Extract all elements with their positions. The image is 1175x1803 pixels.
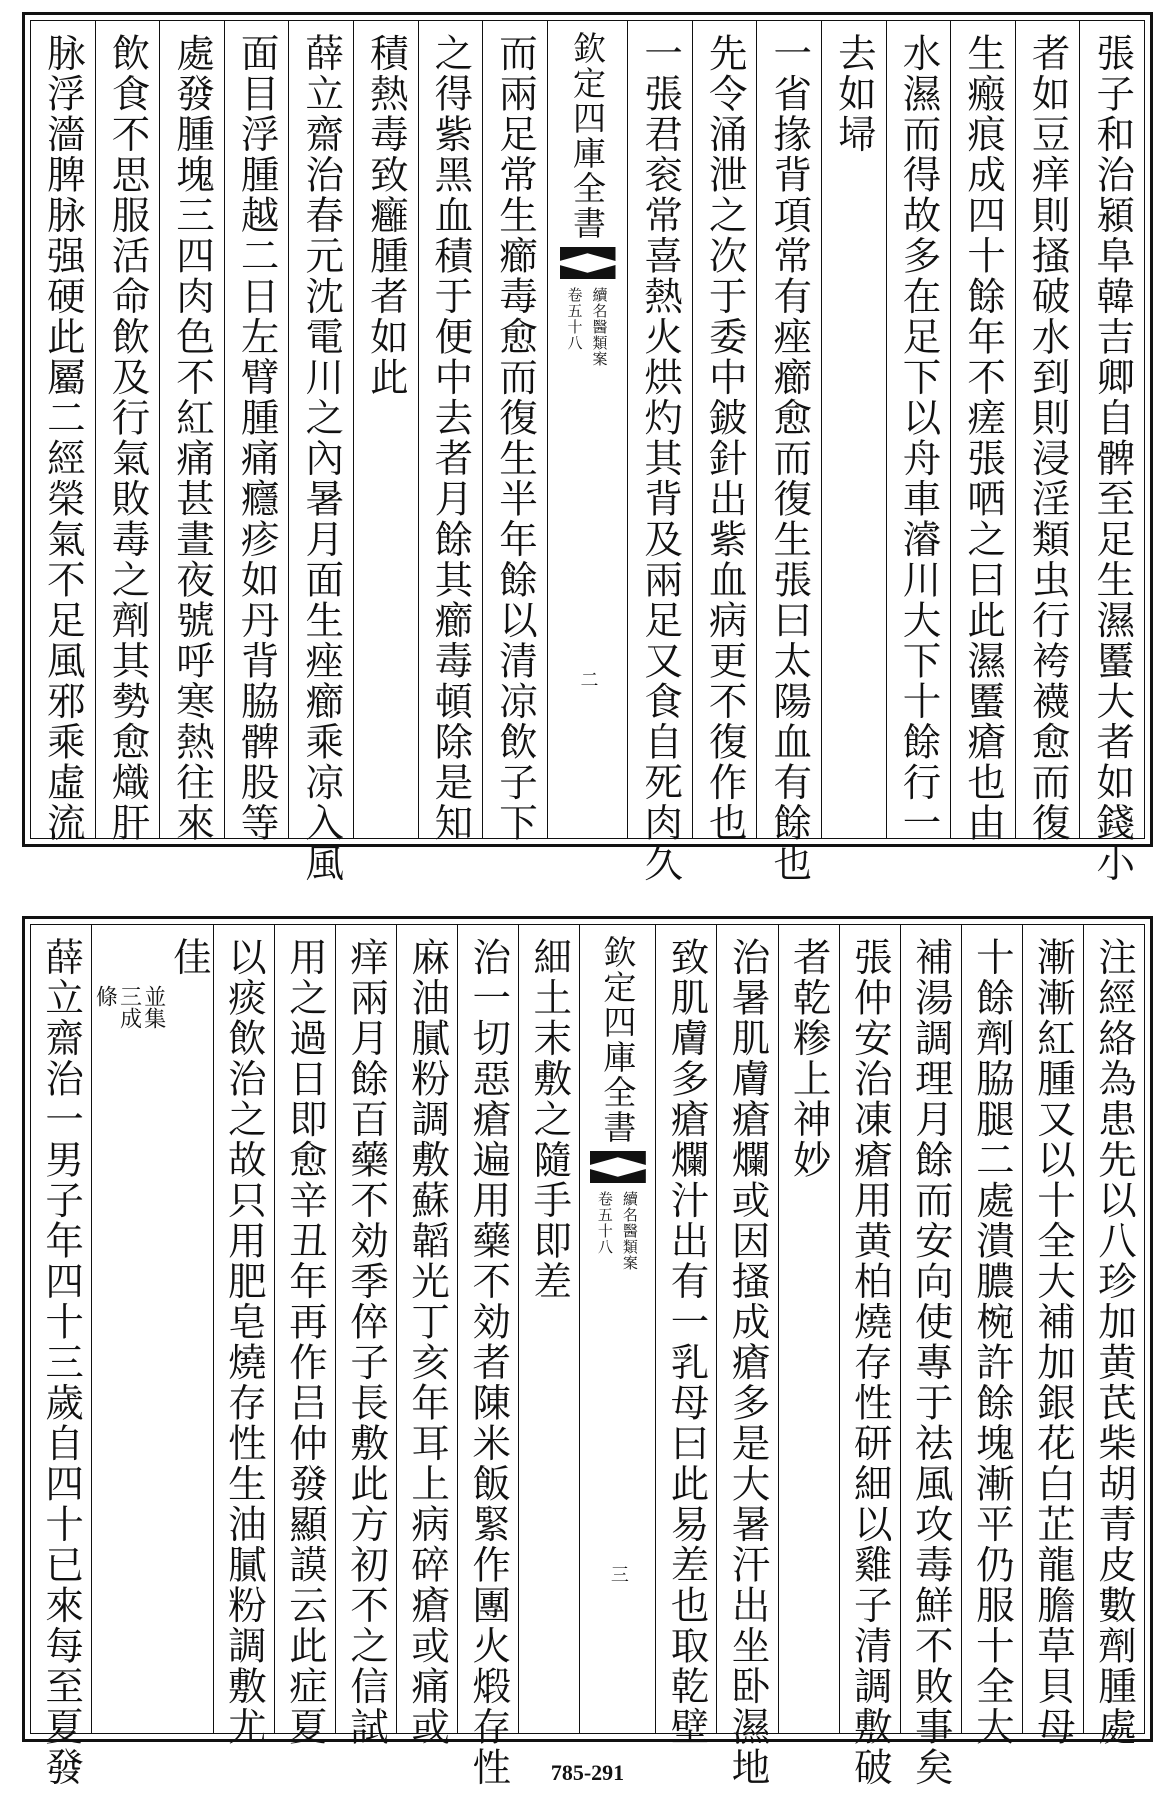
book-title: 欽定四庫全書	[568, 31, 607, 241]
column-text: 薛立齋治春元沈電川之內暑月面生痤癤乘凉入風	[299, 33, 345, 884]
text-column	[274, 925, 335, 1747]
column-text: 補湯調理月餘而安向使專于祛風攻毒鮮不敗事矣	[908, 937, 954, 1788]
page-footer-number: 785-291	[550, 1760, 625, 1785]
column-text: 用之過日即愈辛丑年再作吕仲發顯謨云此症夏	[282, 937, 328, 1747]
text-column	[716, 925, 777, 1788]
page-number: 三	[607, 1565, 629, 1583]
upper-book-page	[22, 12, 1153, 884]
column-text: 處發腫塊三四肉色不紅痛甚晝夜號呼寒熱往來	[170, 33, 216, 843]
text-column	[1083, 925, 1144, 1747]
text-column	[950, 21, 1015, 843]
column-text: 者乾糁上神妙	[786, 937, 832, 1180]
text-column	[778, 925, 839, 1733]
text-column	[655, 925, 716, 1747]
text-column	[1015, 21, 1080, 843]
volume-label: 卷五十八	[565, 287, 584, 351]
column-text: 十餘劑脇腿二處潰膿椀許餘塊漸平仍服十全大	[969, 937, 1015, 1747]
column-text: 張仲安治凍瘡用黄柏燒存性研細以雞子清調敷破	[847, 937, 893, 1788]
text-column	[518, 925, 579, 1733]
column-text: 一張君衮常喜熱火烘灼其背及兩足又食自死肉久	[638, 33, 684, 884]
text-column	[1079, 21, 1144, 884]
text-column	[396, 925, 457, 1747]
fish-tail-ornament-icon	[560, 247, 616, 279]
text-column	[213, 925, 274, 1747]
text-column	[627, 21, 692, 884]
column-text: 而兩足常生癤毒愈而復生半年餘以清凉飲子下	[493, 33, 539, 843]
column-text: 之得紫黑血積于便中去者月餘其癤毒頓除是知	[428, 33, 474, 843]
center-fold-column	[547, 21, 628, 838]
text-column	[1022, 925, 1083, 1747]
book-title: 欽定四庫全書	[598, 935, 638, 1145]
chapter-caption	[593, 1191, 643, 1271]
column-text: 治暑肌膚瘡爛或因搔成瘡多是大暑汗出坐卧濕地	[725, 937, 771, 1788]
sub-title: 續名醫類案	[620, 1191, 639, 1271]
volume-label: 卷五十八	[595, 1191, 614, 1255]
column-text: 致肌膚多瘡爛汁出有一乳母曰此易差也取乾壁	[664, 937, 710, 1747]
column-text: 細土末敷之隨手即差	[527, 937, 573, 1302]
column-text: 張子和治潁阜韓吉卿自髀至足生濕𧏾大者如錢小	[1090, 33, 1136, 884]
text-column	[418, 21, 483, 843]
page-number: 二	[577, 670, 599, 688]
column-text: 漸漸紅腫又以十全大補加銀花白芷龍膽草貝母	[1030, 937, 1076, 1747]
interlinear-note: 並集 三成 條	[92, 985, 166, 1029]
sub-title: 續名醫類案	[590, 287, 609, 367]
text-column	[95, 21, 160, 843]
text-column	[961, 925, 1022, 1747]
text-column	[31, 925, 91, 1788]
center-fold-column	[579, 925, 655, 1733]
column-text: 痒兩月餘百藥不効季倅子長敷此方初不之信試	[344, 937, 390, 1747]
column-text: 積熱毒致癰腫者如此	[363, 33, 409, 398]
text-column	[353, 21, 418, 838]
column-text: 脉浮濇脾脉强硬此屬二經榮氣不足風邪乘虛流	[40, 33, 86, 843]
column-text: 水濕而得故多在足下以舟車濬川大下十餘行一	[896, 33, 942, 843]
column-text: 治一切惡瘡遍用藥不効者陳米飯緊作團火煅存性	[466, 937, 512, 1788]
text-column	[900, 925, 961, 1788]
text-column	[224, 21, 289, 843]
chapter-caption	[563, 287, 613, 367]
column-text: 佳	[166, 937, 212, 978]
fish-tail-ornament-icon	[590, 1151, 646, 1183]
column-text: 先令涌泄之次于委中鈹針出紫血病更不復作也	[702, 33, 748, 843]
column-text: 面目浮腫越二日左臂腫痛癮疹如丹背脇髀股等	[234, 33, 280, 843]
text-column-with-note	[91, 925, 213, 1733]
column-text: 麻油膩粉調敷蘇韜光丁亥年耳上病碎瘡或痛或	[405, 937, 451, 1747]
text-column	[457, 925, 518, 1788]
column-text: 薛立齋治一男子年四十三歲自四十已來每至夏發	[39, 937, 85, 1788]
text-column	[839, 925, 900, 1788]
text-column	[692, 21, 757, 843]
column-text: 注經絡為患先以八珍加黄芪柴胡青皮數劑腫處	[1092, 937, 1138, 1747]
column-text: 者如豆痒則搔破水到則浸淫類虫行袴襪愈而復	[1025, 33, 1071, 843]
text-column	[288, 21, 353, 884]
column-text: 生瘢痕成四十餘年不瘥張哂之曰此濕𧏾瘡也由	[961, 33, 1007, 843]
text-column	[31, 21, 95, 843]
text-column	[756, 21, 821, 884]
text-column	[335, 925, 396, 1747]
text-column	[159, 21, 224, 843]
column-text: 以痰飲治之故只用肥皂燒存性生油膩粉調敷尤	[221, 937, 267, 1747]
text-column	[821, 21, 886, 838]
text-column	[886, 21, 951, 843]
text-column	[482, 21, 547, 843]
column-text: 去如埽	[831, 33, 877, 155]
column-text: 一省掾背項常有痤癤愈而復生張曰太陽血有餘也	[767, 33, 813, 884]
upper-page-columns	[31, 21, 1144, 884]
column-text: 飲食不思服活命飲及行氣敗毒之劑其勢愈熾肝	[105, 33, 151, 843]
